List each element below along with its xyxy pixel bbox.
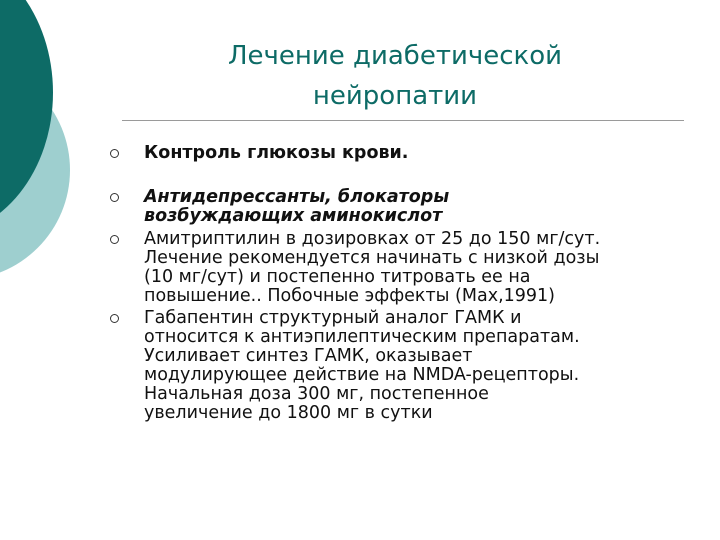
bullet-text-line: Начальная доза 300 мг, постепенное: [144, 384, 489, 404]
bullet-gabapentin: [110, 309, 690, 423]
bullet-glucose-control: [110, 144, 690, 163]
title-line-1: Лечение диабетической: [227, 41, 563, 71]
bullet-amitriptyline: [110, 230, 690, 306]
title-divider: [122, 120, 684, 121]
circle-bullet-icon: [110, 235, 119, 244]
bullet-text-line: Контроль глюкозы крови.: [144, 143, 409, 163]
bullet-text-line: Антидепрессанты, блокаторы: [144, 187, 450, 207]
bullet-text-line: Усиливает синтез ГАМК, оказывает: [144, 346, 473, 366]
bullet-text-line: увеличение до 1800 мг в сутки: [144, 403, 433, 423]
bullet-text-line: модулирующее действие на NMDA-рецепторы.: [144, 365, 580, 385]
title-line-2: нейропатии: [312, 81, 478, 111]
bullet-text-line: повышение.. Побочные эффекты (Max,1991): [144, 286, 555, 306]
bullet-list: [110, 144, 690, 423]
bullet-text-line: возбуждающих аминокислот: [144, 206, 443, 226]
circle-bullet-icon: [110, 314, 119, 323]
circle-bullet-icon: [110, 193, 119, 202]
bullet-text-line: (10 мг/сут) и постепенно титровать ее на: [144, 267, 531, 287]
bullet-antidepressants: [110, 188, 690, 226]
bullet-text-line: Лечение рекомендуется начинать с низкой дозы: [144, 248, 600, 268]
bullet-text-line: относится к антиэпилептическим препаратам.: [144, 327, 580, 347]
circle-bullet-icon: [110, 149, 119, 158]
bullet-text-line: Амитриптилин в дозировках от 25 до 150 мг/сут.: [144, 229, 601, 249]
slide-title: [150, 36, 640, 116]
bullet-text-line: Габапентин структурный аналог ГАМК и: [144, 308, 522, 328]
